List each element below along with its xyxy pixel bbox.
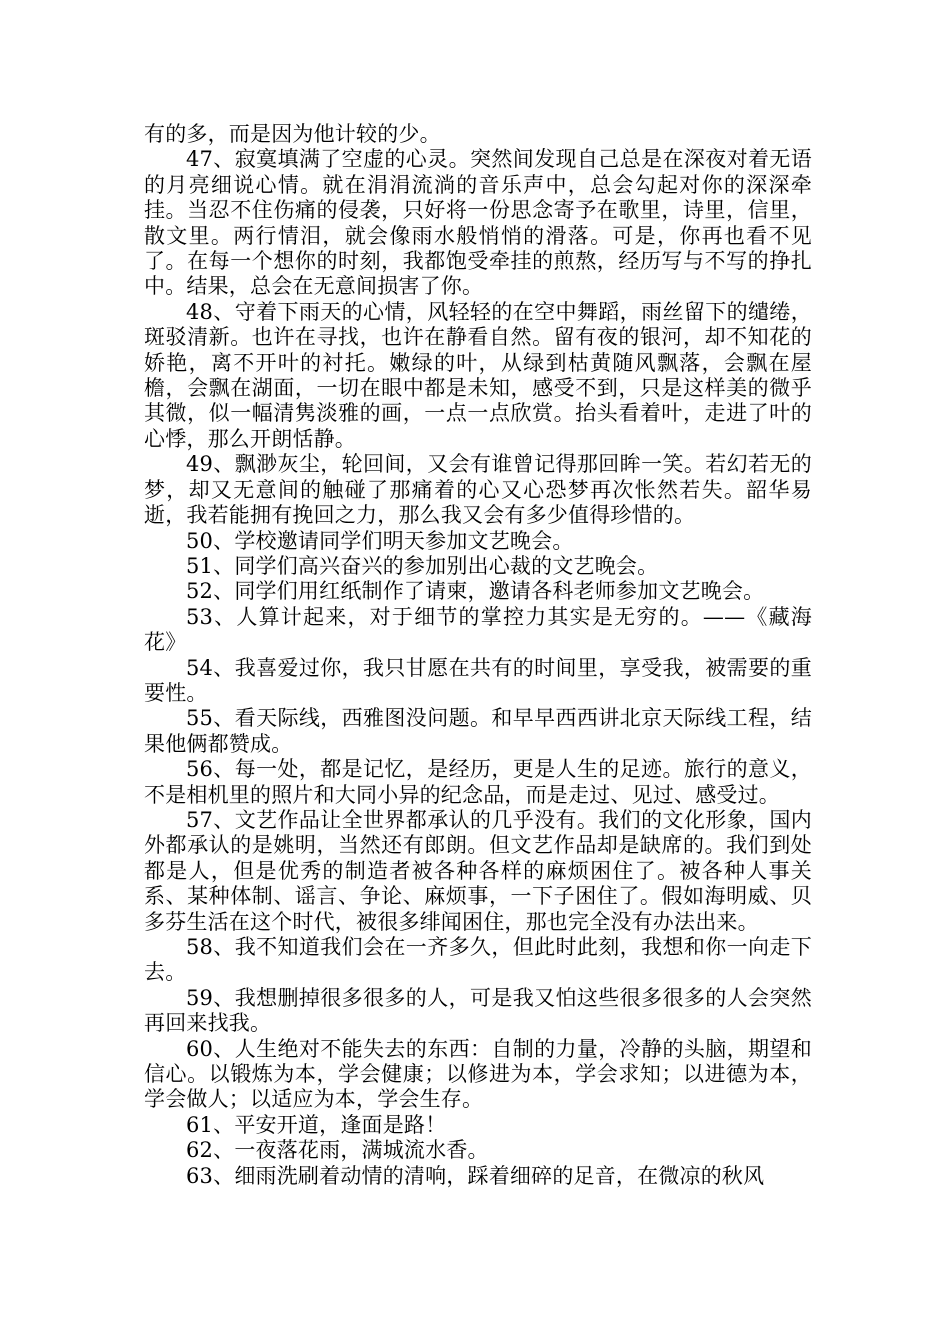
paragraph-continuation: 有的多，而是因为他计较的少。 bbox=[144, 122, 441, 146]
paragraph-59: 59、我想删掉很多很多的人，可是我又怕这些很多很多的人会突然再回来找我。 bbox=[144, 985, 812, 1036]
paragraph-50: 50、学校邀请同学们明天参加文艺晚会。 bbox=[186, 528, 574, 553]
paragraph-57: 57、文艺作品让全世界都承认的几乎没有。我们的文化形象，国内外都承认的是姚明，当然还有郎朗。但文艺作品却是缺席的。我们到处都是人，但是优秀的制造者被各种各样的麻烦困住了。被各种人事关系、某种体制、谣言、争论、麻烦事，一下子困住了。假如海明威、贝多芬生活在这个时代，被很多绯闻困住，那也完全没有办法出来。 bbox=[144, 807, 812, 934]
paragraph-58: 58、我不知道我们会在一齐多久，但此时此刻，我想和你一向走下去。 bbox=[144, 935, 812, 985]
paragraph-54: 54、我喜爱过你，我只甘愿在共有的时间里，享受我，被需要的重要性。 bbox=[144, 655, 812, 705]
paragraph-62: 62、一夜落花雨，满城流水香。 bbox=[186, 1138, 489, 1163]
paragraph-47: 47、寂寞填满了空虚的心灵。突然间发现自己总是在深夜对着无语的月亮细说心情。就在涓涓流淌的音乐声中，总会勾起对你的深深牵挂。当忍不住伤痛的侵袭，只好将一份思念寄予在歌里，诗里，信里，散文里。两行情泪，就会像雨水般悄悄的滑落。可是，你再也看不见了。在每一个想你的时刻，我都饱受牵挂的煎熬，经历写与不写的挣扎中。结果，总会在无意间损害了你。 bbox=[144, 147, 812, 299]
document-body bbox=[144, 122, 812, 1189]
paragraph-63: 63、细雨洗刷着动情的清响，踩着细碎的足音，在微凉的秋风 bbox=[186, 1163, 765, 1188]
paragraph-52: 52、同学们用红纸制作了请柬，邀请各科老师参加文艺晚会。 bbox=[186, 579, 765, 604]
paragraph-56: 56、每一处，都是记忆，是经历，更是人生的足迹。旅行的意义，不是相机里的照片和大同小异的纪念品，而是走过、见过、感受过。 bbox=[144, 757, 812, 807]
paragraph-60: 60、人生绝对不能失去的东西：自制的力量，冷静的头脑，期望和信心。以锻炼为本，学会健康；以修进为本，学会求知；以进德为本，学会做人；以适应为本，学会生存。 bbox=[144, 1036, 812, 1112]
paragraph-51: 51、同学们高兴奋兴的参加别出心裁的文艺晚会。 bbox=[186, 553, 659, 578]
paragraph-53: 53、人算计起来，对于细节的掌控力其实是无穷的。——《藏海花》 bbox=[144, 604, 812, 655]
paragraph-61: 61、平安开道，逢面是路！ bbox=[186, 1112, 447, 1137]
paragraph-55: 55、看天际线，西雅图没问题。和早早西西讲北京天际线工程，结果他俩都赞成。 bbox=[144, 706, 812, 756]
paragraph-48: 48、守着下雨天的心情，风轻轻的在空中舞蹈，雨丝留下的缱绻，斑驳清新。也许在寻找，也许在静看自然。留有夜的银河，却不知花的娇艳，离不开叶的衬托。嫩绿的叶，从绿到枯黄随风飘落，会飘在屋檐，会飘在湖面，一切在眼中都是未知，感受不到，只是这样美的微乎其微，似一幅清隽淡雅的画，一点一点欣赏。抬头看着叶，走进了叶的心悸，那么开朗恬静。 bbox=[144, 299, 812, 451]
paragraph-49: 49、飘渺灰尘，轮回间，又会有谁曾记得那回眸一笑。若幻若无的梦，却又无意间的触碰了那痛着的心又心恐梦再次怅然若失。韶华易逝，我若能拥有挽回之力，那么我又会有多少值得珍惜的。 bbox=[144, 452, 812, 528]
